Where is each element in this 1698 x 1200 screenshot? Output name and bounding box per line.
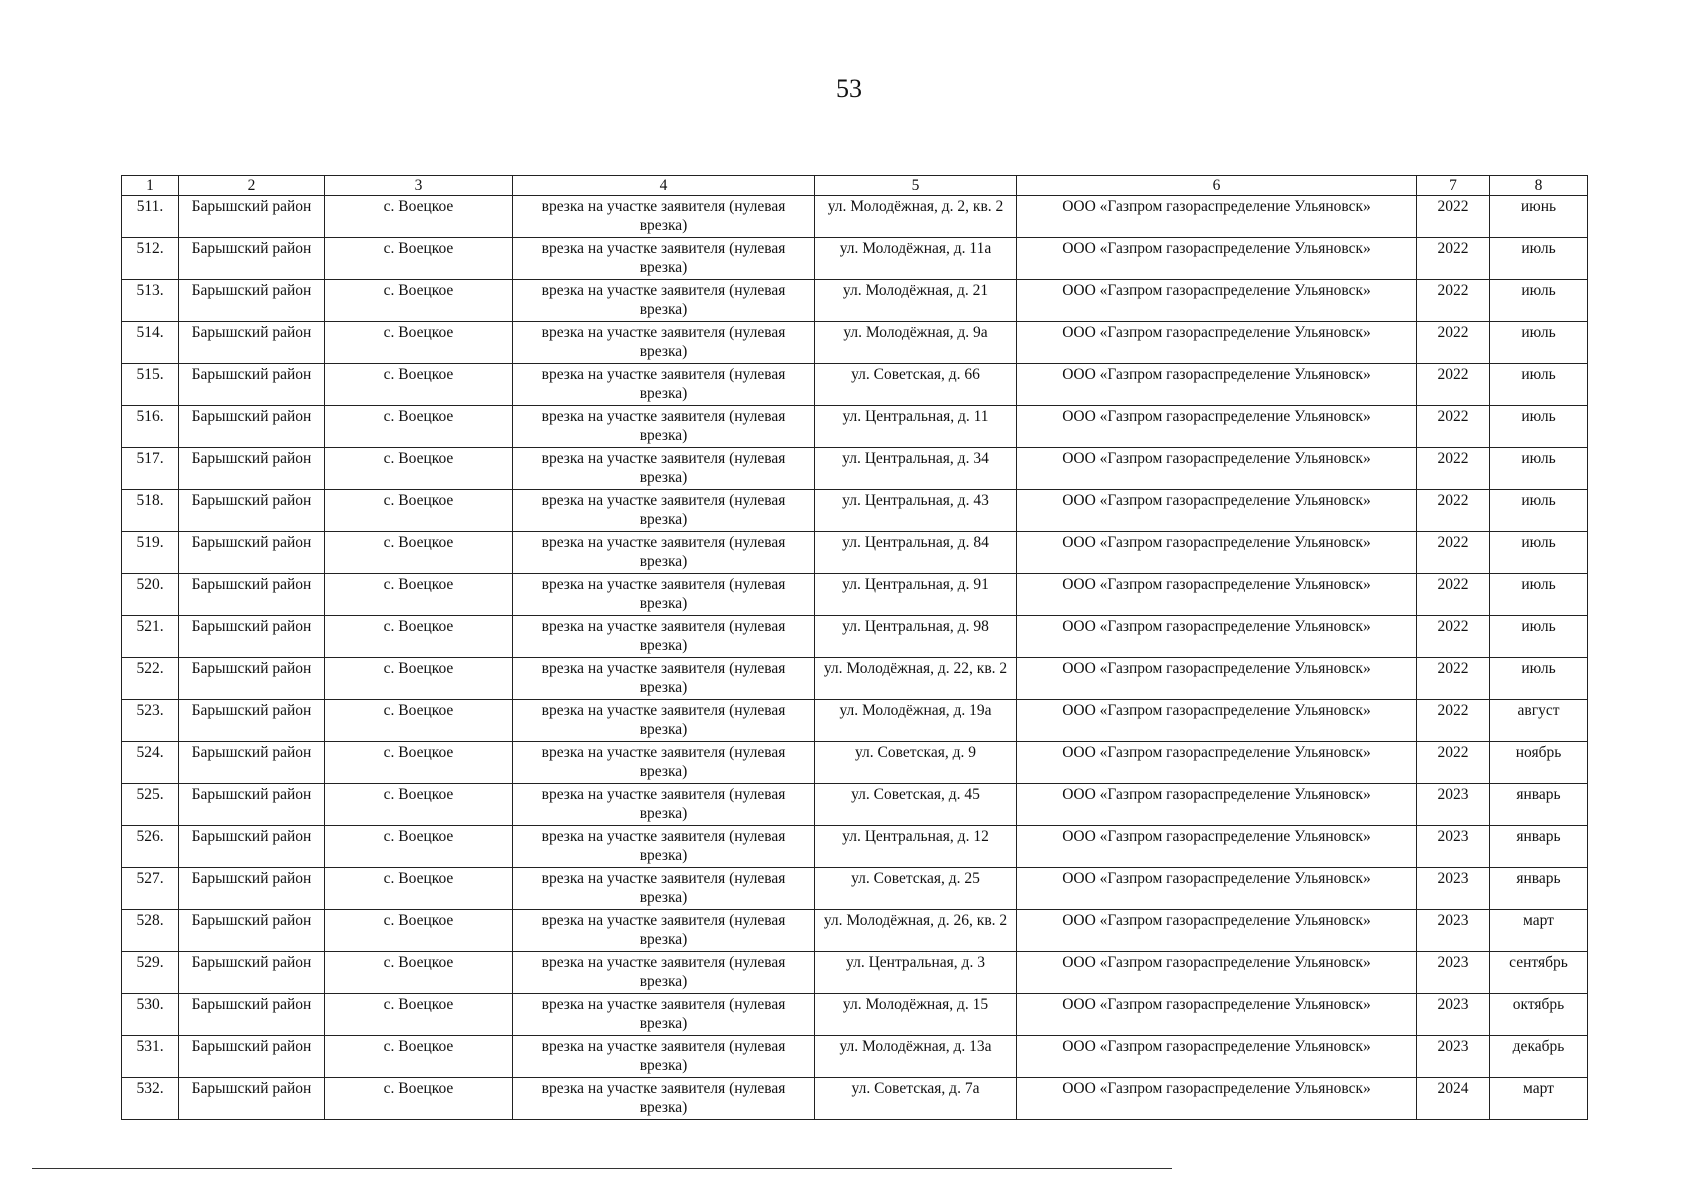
cell-district: Барышский район (179, 742, 325, 784)
cell-village: с. Воецкое (325, 1078, 513, 1120)
table-row (122, 868, 1588, 910)
cell-year: 2022 (1417, 574, 1490, 616)
cell-organization: ООО «Газпром газораспределение Ульяновск» (1017, 238, 1417, 280)
cell-organization: ООО «Газпром газораспределение Ульяновск» (1017, 448, 1417, 490)
cell-number: 525. (122, 784, 179, 826)
cell-village: с. Воецкое (325, 238, 513, 280)
cell-work-type: врезка на участке заявителя (нулевая врезка) (513, 574, 815, 616)
cell-number: 514. (122, 322, 179, 364)
cell-village: с. Воецкое (325, 448, 513, 490)
column-header-4: 4 (513, 176, 815, 196)
cell-address: ул. Молодёжная, д. 13а (815, 1036, 1017, 1078)
table-row (122, 700, 1588, 742)
cell-number: 519. (122, 532, 179, 574)
cell-month: июль (1490, 616, 1588, 658)
cell-address: ул. Центральная, д. 91 (815, 574, 1017, 616)
cell-work-type: врезка на участке заявителя (нулевая врезка) (513, 784, 815, 826)
cell-year: 2023 (1417, 784, 1490, 826)
cell-work-type: врезка на участке заявителя (нулевая врезка) (513, 196, 815, 238)
cell-organization: ООО «Газпром газораспределение Ульяновск» (1017, 406, 1417, 448)
cell-work-type: врезка на участке заявителя (нулевая врезка) (513, 1078, 815, 1120)
cell-address: ул. Молодёжная, д. 19а (815, 700, 1017, 742)
cell-number: 513. (122, 280, 179, 322)
cell-district: Барышский район (179, 784, 325, 826)
cell-organization: ООО «Газпром газораспределение Ульяновск» (1017, 364, 1417, 406)
cell-number: 512. (122, 238, 179, 280)
cell-work-type: врезка на участке заявителя (нулевая врезка) (513, 1036, 815, 1078)
cell-year: 2023 (1417, 1036, 1490, 1078)
cell-number: 517. (122, 448, 179, 490)
cell-organization: ООО «Газпром газораспределение Ульяновск» (1017, 1078, 1417, 1120)
cell-number: 532. (122, 1078, 179, 1120)
cell-month: ноябрь (1490, 742, 1588, 784)
table-row (122, 196, 1588, 238)
cell-month: июль (1490, 448, 1588, 490)
cell-number: 529. (122, 952, 179, 994)
cell-year: 2022 (1417, 700, 1490, 742)
cell-organization: ООО «Газпром газораспределение Ульяновск» (1017, 196, 1417, 238)
cell-organization: ООО «Газпром газораспределение Ульяновск» (1017, 658, 1417, 700)
cell-work-type: врезка на участке заявителя (нулевая врезка) (513, 238, 815, 280)
cell-organization: ООО «Газпром газораспределение Ульяновск» (1017, 742, 1417, 784)
table-row (122, 532, 1588, 574)
cell-month: июль (1490, 658, 1588, 700)
table-row (122, 826, 1588, 868)
footer-divider (32, 1168, 1172, 1169)
cell-work-type: врезка на участке заявителя (нулевая врезка) (513, 280, 815, 322)
table-row (122, 322, 1588, 364)
column-header-7: 7 (1417, 176, 1490, 196)
cell-address: ул. Молодёжная, д. 21 (815, 280, 1017, 322)
cell-district: Барышский район (179, 364, 325, 406)
cell-work-type: врезка на участке заявителя (нулевая врезка) (513, 994, 815, 1036)
cell-village: с. Воецкое (325, 280, 513, 322)
cell-year: 2023 (1417, 826, 1490, 868)
cell-work-type: врезка на участке заявителя (нулевая врезка) (513, 658, 815, 700)
table-row (122, 490, 1588, 532)
cell-district: Барышский район (179, 700, 325, 742)
cell-district: Барышский район (179, 616, 325, 658)
cell-village: с. Воецкое (325, 784, 513, 826)
cell-year: 2024 (1417, 1078, 1490, 1120)
table-row (122, 406, 1588, 448)
cell-village: с. Воецкое (325, 574, 513, 616)
cell-number: 524. (122, 742, 179, 784)
cell-district: Барышский район (179, 952, 325, 994)
cell-village: с. Воецкое (325, 196, 513, 238)
cell-year: 2023 (1417, 952, 1490, 994)
cell-district: Барышский район (179, 322, 325, 364)
cell-year: 2022 (1417, 658, 1490, 700)
cell-month: июль (1490, 490, 1588, 532)
table-row (122, 364, 1588, 406)
cell-organization: ООО «Газпром газораспределение Ульяновск» (1017, 532, 1417, 574)
cell-organization: ООО «Газпром газораспределение Ульяновск» (1017, 616, 1417, 658)
cell-year: 2022 (1417, 238, 1490, 280)
cell-village: с. Воецкое (325, 658, 513, 700)
cell-number: 515. (122, 364, 179, 406)
cell-year: 2022 (1417, 490, 1490, 532)
cell-month: июль (1490, 364, 1588, 406)
cell-district: Барышский район (179, 532, 325, 574)
cell-district: Барышский район (179, 406, 325, 448)
cell-village: с. Воецкое (325, 700, 513, 742)
cell-address: ул. Молодёжная, д. 26, кв. 2 (815, 910, 1017, 952)
cell-work-type: врезка на участке заявителя (нулевая врезка) (513, 616, 815, 658)
table-header (122, 176, 1588, 196)
cell-organization: ООО «Газпром газораспределение Ульяновск» (1017, 826, 1417, 868)
cell-village: с. Воецкое (325, 826, 513, 868)
cell-year: 2022 (1417, 196, 1490, 238)
cell-district: Барышский район (179, 238, 325, 280)
cell-district: Барышский район (179, 448, 325, 490)
cell-month: январь (1490, 868, 1588, 910)
header-row (122, 176, 1588, 196)
cell-number: 528. (122, 910, 179, 952)
cell-district: Барышский район (179, 826, 325, 868)
cell-number: 523. (122, 700, 179, 742)
cell-number: 511. (122, 196, 179, 238)
cell-number: 521. (122, 616, 179, 658)
cell-district: Барышский район (179, 490, 325, 532)
cell-district: Барышский район (179, 910, 325, 952)
cell-month: июль (1490, 280, 1588, 322)
column-header-2: 2 (179, 176, 325, 196)
cell-district: Барышский район (179, 1078, 325, 1120)
cell-month: август (1490, 700, 1588, 742)
cell-month: июль (1490, 406, 1588, 448)
cell-work-type: врезка на участке заявителя (нулевая врезка) (513, 322, 815, 364)
cell-address: ул. Молодёжная, д. 2, кв. 2 (815, 196, 1017, 238)
cell-district: Барышский район (179, 196, 325, 238)
cell-district: Барышский район (179, 994, 325, 1036)
table-row (122, 280, 1588, 322)
cell-work-type: врезка на участке заявителя (нулевая врезка) (513, 448, 815, 490)
table-row (122, 910, 1588, 952)
column-header-5: 5 (815, 176, 1017, 196)
table-row (122, 952, 1588, 994)
cell-month: июль (1490, 532, 1588, 574)
cell-number: 516. (122, 406, 179, 448)
cell-address: ул. Советская, д. 45 (815, 784, 1017, 826)
cell-village: с. Воецкое (325, 994, 513, 1036)
page-number: 53 (836, 74, 862, 103)
cell-address: ул. Советская, д. 7а (815, 1078, 1017, 1120)
cell-year: 2022 (1417, 364, 1490, 406)
cell-year: 2023 (1417, 994, 1490, 1036)
cell-village: с. Воецкое (325, 364, 513, 406)
cell-village: с. Воецкое (325, 910, 513, 952)
cell-work-type: врезка на участке заявителя (нулевая врезка) (513, 700, 815, 742)
cell-month: июнь (1490, 196, 1588, 238)
cell-address: ул. Центральная, д. 43 (815, 490, 1017, 532)
table-row (122, 574, 1588, 616)
cell-address: ул. Советская, д. 25 (815, 868, 1017, 910)
cell-address: ул. Советская, д. 9 (815, 742, 1017, 784)
cell-address: ул. Центральная, д. 34 (815, 448, 1017, 490)
column-header-8: 8 (1490, 176, 1588, 196)
cell-month: декабрь (1490, 1036, 1588, 1078)
cell-year: 2022 (1417, 406, 1490, 448)
cell-work-type: врезка на участке заявителя (нулевая врезка) (513, 490, 815, 532)
cell-address: ул. Центральная, д. 3 (815, 952, 1017, 994)
cell-year: 2022 (1417, 448, 1490, 490)
cell-month: июль (1490, 322, 1588, 364)
cell-month: октябрь (1490, 994, 1588, 1036)
cell-organization: ООО «Газпром газораспределение Ульяновск» (1017, 280, 1417, 322)
cell-village: с. Воецкое (325, 742, 513, 784)
cell-organization: ООО «Газпром газораспределение Ульяновск» (1017, 952, 1417, 994)
cell-address: ул. Молодёжная, д. 11а (815, 238, 1017, 280)
column-header-1: 1 (122, 176, 179, 196)
cell-number: 518. (122, 490, 179, 532)
table-row (122, 1036, 1588, 1078)
cell-year: 2022 (1417, 532, 1490, 574)
cell-month: июль (1490, 238, 1588, 280)
table-row (122, 784, 1588, 826)
cell-month: июль (1490, 574, 1588, 616)
table-row (122, 616, 1588, 658)
cell-month: март (1490, 910, 1588, 952)
cell-address: ул. Молодёжная, д. 9а (815, 322, 1017, 364)
cell-year: 2023 (1417, 868, 1490, 910)
cell-organization: ООО «Газпром газораспределение Ульяновск» (1017, 784, 1417, 826)
cell-number: 527. (122, 868, 179, 910)
cell-address: ул. Центральная, д. 12 (815, 826, 1017, 868)
cell-village: с. Воецкое (325, 532, 513, 574)
cell-organization: ООО «Газпром газораспределение Ульяновск» (1017, 1036, 1417, 1078)
cell-work-type: врезка на участке заявителя (нулевая врезка) (513, 406, 815, 448)
cell-address: ул. Центральная, д. 84 (815, 532, 1017, 574)
cell-district: Барышский район (179, 658, 325, 700)
cell-district: Барышский район (179, 280, 325, 322)
cell-address: ул. Центральная, д. 11 (815, 406, 1017, 448)
table-row (122, 994, 1588, 1036)
cell-work-type: врезка на участке заявителя (нулевая врезка) (513, 826, 815, 868)
table-row (122, 238, 1588, 280)
cell-village: с. Воецкое (325, 406, 513, 448)
cell-year: 2022 (1417, 742, 1490, 784)
cell-village: с. Воецкое (325, 1036, 513, 1078)
cell-village: с. Воецкое (325, 322, 513, 364)
cell-address: ул. Молодёжная, д. 22, кв. 2 (815, 658, 1017, 700)
cell-number: 522. (122, 658, 179, 700)
cell-year: 2022 (1417, 616, 1490, 658)
cell-address: ул. Молодёжная, д. 15 (815, 994, 1017, 1036)
cell-number: 530. (122, 994, 179, 1036)
cell-work-type: врезка на участке заявителя (нулевая врезка) (513, 952, 815, 994)
cell-village: с. Воецкое (325, 490, 513, 532)
column-header-6: 6 (1017, 176, 1417, 196)
cell-district: Барышский район (179, 1036, 325, 1078)
cell-month: сентябрь (1490, 952, 1588, 994)
cell-year: 2022 (1417, 280, 1490, 322)
table-row (122, 742, 1588, 784)
cell-address: ул. Центральная, д. 98 (815, 616, 1017, 658)
cell-number: 531. (122, 1036, 179, 1078)
cell-district: Барышский район (179, 574, 325, 616)
cell-work-type: врезка на участке заявителя (нулевая врезка) (513, 364, 815, 406)
cell-month: январь (1490, 784, 1588, 826)
cell-organization: ООО «Газпром газораспределение Ульяновск» (1017, 994, 1417, 1036)
cell-address: ул. Советская, д. 66 (815, 364, 1017, 406)
table-body (122, 196, 1588, 1120)
cell-village: с. Воецкое (325, 952, 513, 994)
cell-work-type: врезка на участке заявителя (нулевая врезка) (513, 910, 815, 952)
cell-month: март (1490, 1078, 1588, 1120)
cell-work-type: врезка на участке заявителя (нулевая врезка) (513, 742, 815, 784)
cell-village: с. Воецкое (325, 868, 513, 910)
table-row (122, 1078, 1588, 1120)
cell-year: 2023 (1417, 910, 1490, 952)
cell-organization: ООО «Газпром газораспределение Ульяновск» (1017, 490, 1417, 532)
cell-work-type: врезка на участке заявителя (нулевая врезка) (513, 532, 815, 574)
cell-organization: ООО «Газпром газораспределение Ульяновск» (1017, 700, 1417, 742)
cell-year: 2022 (1417, 322, 1490, 364)
gasification-table (121, 175, 1588, 1120)
column-header-3: 3 (325, 176, 513, 196)
cell-organization: ООО «Газпром газораспределение Ульяновск» (1017, 574, 1417, 616)
cell-number: 526. (122, 826, 179, 868)
cell-organization: ООО «Газпром газораспределение Ульяновск» (1017, 868, 1417, 910)
cell-district: Барышский район (179, 868, 325, 910)
cell-organization: ООО «Газпром газораспределение Ульяновск» (1017, 322, 1417, 364)
table-row (122, 448, 1588, 490)
cell-work-type: врезка на участке заявителя (нулевая врезка) (513, 868, 815, 910)
cell-month: январь (1490, 826, 1588, 868)
table-row (122, 658, 1588, 700)
cell-village: с. Воецкое (325, 616, 513, 658)
cell-number: 520. (122, 574, 179, 616)
cell-organization: ООО «Газпром газораспределение Ульяновск» (1017, 910, 1417, 952)
